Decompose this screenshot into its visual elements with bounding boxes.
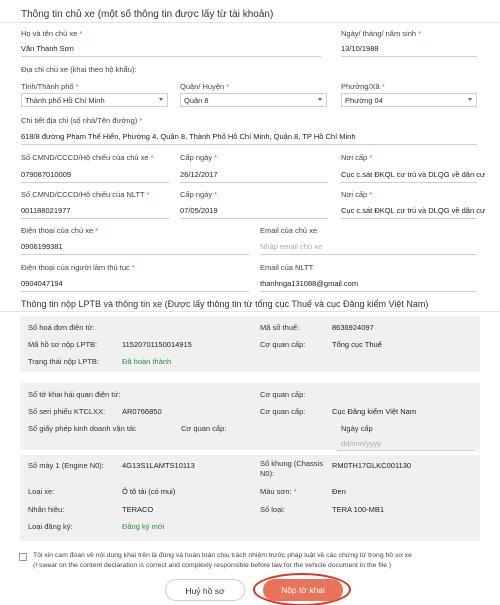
submit-button[interactable]: Nộp tờ khai [263,579,343,601]
province-select[interactable]: Thành phố Hồ Chí Minh [21,93,168,107]
nltt-email-label: Email của NLTT [260,263,314,272]
license-label: Số giấy phép kinh doanh vận tải: [28,424,137,433]
ward-label: Phường/Xã * [341,82,385,91]
tax-section-title: Thông tin nộp LPTB và thông tin xe (Được lấy thông tin từ tổng cục Thuế và cục Đăng kiểm Việt Nam) [21,299,429,309]
id-nltt-field[interactable]: 001188021977 [21,206,71,215]
engine-value: 4G13S1LAMTS10113 [122,461,195,470]
lptb-label: Mã hồ sơ nộp LPTB: [28,340,98,349]
brand-value: TERACO [122,505,154,514]
status-label: Trạng thái nộp LPTB: [28,357,100,366]
owner-name-field[interactable]: Văn Thanh Sơn [21,44,74,53]
ktclxx-value: AR0766850 [122,407,162,416]
id-owner-label: Số CMND/CCCD/Hộ chiếu của chủ xe * [21,153,154,162]
customs-declaration-label: Số tờ khai hải quan điện tử: [28,390,121,399]
phone-field[interactable]: 0906199381 [21,242,63,251]
einvoice-label: Số hoá đơn điện tử: [28,323,95,332]
district-label: Quận/ Huyện * [180,82,230,91]
owner-section-title: Thông tin chủ xe (một số thông tin được lấy từ tài khoản) [21,9,274,20]
address-detail-field[interactable]: 618/8 đường Phạm Thế Hiển, Phường 4, Quận 8, Thành Phố Hồ Chí Minh, Quận 8, TP Hồ Chí Minh [21,132,356,141]
ktclxx-label: Số seri phiếu KTCLXX: [28,407,106,416]
commitment-text-en: (I swear on the content declaration is correct and complexly responsible before law for the vehicle document in the file ) [33,562,392,569]
taxcode-label: Mã số thuế: [260,323,300,332]
model-label: Số loại: [260,505,286,514]
license-date-input[interactable]: dd/mm/yyyy [341,439,382,448]
issue-date-label: Cấp ngày * [180,153,218,162]
ward-select[interactable]: Phường 04 [341,93,477,107]
license-agency-label: Cơ quan cấp: [181,424,227,433]
reg-type-value: Đăng ký mới [122,522,165,531]
color-label: Màu sơn: * [260,487,297,496]
taxcode-value: 8636924097 [332,323,374,332]
address-detail-label: Chi tiết địa chỉ (số nhà/Tên đường) * [21,116,143,125]
commitment-text: Tôi xin cam đoan về nội dung khai trên là đúng và hoàn toàn chịu trách nhiệm trước pháp luật về các chứng từ trong hồ sơ xe [33,552,412,559]
ktclxx-agency-label: Cơ quan cấp: [260,407,306,416]
brand-label: Nhãn hiệu: [28,505,65,514]
license-date-label: Ngày cấp [341,424,373,433]
owner-name-label: Họ và tên chủ xe * [21,29,83,38]
engine-label: Số máy 1 (Engine N0): [28,461,104,470]
vehicle-type-label: Loại xe: [28,487,55,496]
proc-phone-label: Điện thoại của người làm thủ tục * [21,263,135,272]
chevron-down-icon [468,98,472,101]
dob-field[interactable]: 13/10/1988 [341,44,379,53]
issue-place2-field[interactable]: Cục c.sát ĐKQL cư trú và DLQG về dân cư [341,206,485,215]
id-owner-field[interactable]: 079087010009 [21,170,72,179]
status-value: Đã hoàn thành [122,357,172,366]
address-heading: Địa chỉ chủ xe (khai theo hộ khẩu): [21,65,137,74]
district-select[interactable]: Quận 8 [180,93,327,107]
nltt-email-field[interactable]: thanhnga131088@gmail.com [260,279,359,288]
color-value: Đen [332,487,346,496]
lptb-value: 11520701150014915 [122,340,192,349]
ktclxx-agency-value: Cục Đăng kiểm Việt Nam [332,407,417,416]
reg-type-label: Loại đăng ký: [28,522,73,531]
province-label: Tỉnh/Thành phố * [21,82,79,91]
id-nltt-label: Số CMND/CCCD/Hộ chiếu của NLTT * [21,190,150,199]
customs-agency-label: Cơ quan cấp: [260,390,306,399]
commitment-checkbox[interactable] [19,553,27,561]
email-input[interactable]: Nhập email chủ xe [260,242,323,251]
vehicle-type-value: Ô tô tải (có mui) [122,487,176,496]
email-label: Email của chủ xe [260,226,318,235]
chassis-value: RM0TH17GLKC001130 [332,461,412,470]
issue-place-field[interactable]: Cục c.sát ĐKQL cư trú và DLQG về dân cư [341,170,485,179]
cancel-button[interactable]: Huỷ hồ sơ [165,579,245,601]
issue-date2-label: Cấp ngày * [180,190,218,199]
tax-agency-label: Cơ quan cấp: [260,340,306,349]
proc-phone-field[interactable]: 0904047194 [21,279,63,288]
chassis-label: Số khung (Chassis N0): [260,459,323,478]
dob-label: Ngày/ tháng/ năm sinh * [341,29,422,38]
model-value: TERA 100-MB1 [332,505,385,514]
tax-agency-value: Tổng cục Thuế [332,340,382,349]
issue-date2-field[interactable]: 07/05/2019 [180,206,218,215]
issue-place2-label: Nơi cấp * [341,190,373,199]
chevron-down-icon [318,98,322,101]
issue-place-label: Nơi cấp * [341,153,373,162]
chevron-down-icon [159,98,163,101]
phone-label: Điện thoại của chủ xe * [21,226,99,235]
issue-date-field[interactable]: 26/12/2017 [180,170,218,179]
